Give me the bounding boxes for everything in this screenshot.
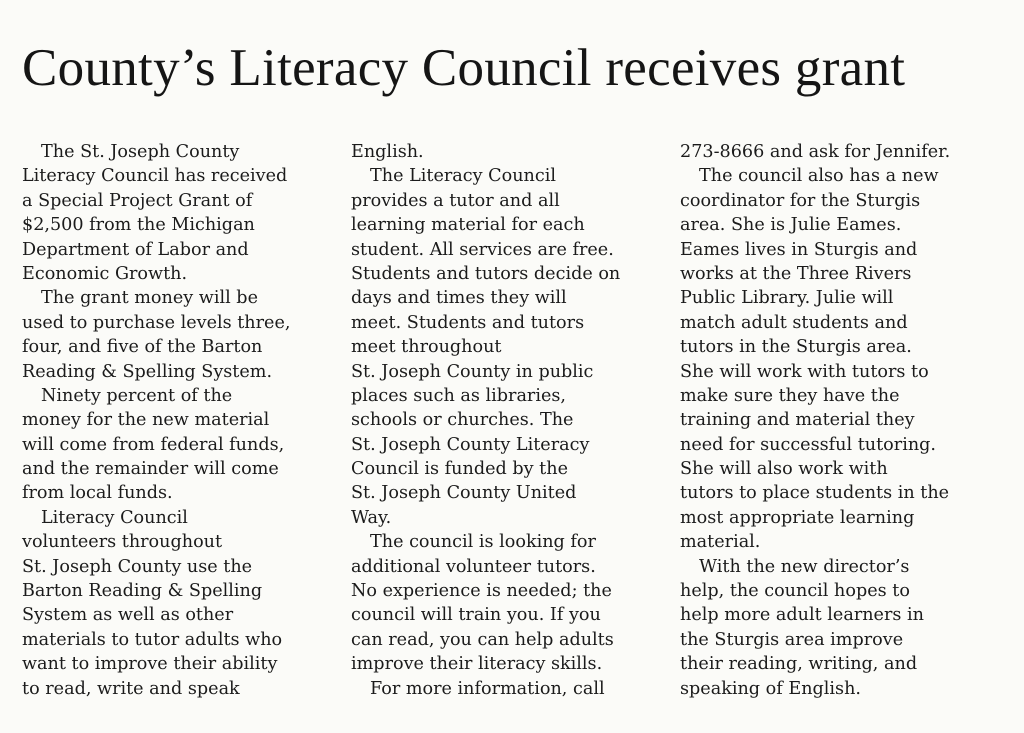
article-column-3 [680,140,1002,701]
article-line: want to improve their ability [22,654,278,675]
article-line: materials to tutor adults who [22,629,283,650]
article-line: meet throughout [351,337,502,358]
article-line: Department of Labor and [22,239,249,260]
article-line: The St. Joseph County [41,142,240,162]
article-line: coordinator for the Sturgis [680,190,921,211]
article-line: a Special Project Grant of [22,190,253,211]
article-line: places such as libraries, [351,385,566,406]
article-line: match adult students and [680,312,908,333]
article-line: St. Joseph County in public [351,361,594,382]
article-line: tutors to place students in the [680,483,950,504]
article-line: English. [351,142,424,162]
article-line: The grant money will be [41,288,258,309]
article-line: used to purchase levels three, [22,312,291,333]
article-line: speaking of English. [680,678,862,699]
article-line: Public Library. Julie will [680,288,894,309]
article-line: schools or churches. The [351,410,574,431]
article-line: For more information, call [370,678,605,699]
article-line: works at the Three Rivers [680,263,912,284]
article-line: With the new director’s [699,556,910,577]
article-line: Reading & Spelling System. [22,361,273,382]
article-line: make sure they have the [680,385,900,406]
article-line: Literacy Council [41,507,188,528]
article-line: volunteers throughout [22,532,223,553]
article-line: provides a tutor and all [351,190,560,211]
article-line: four, and five of the Barton [22,337,263,358]
article-line: meet. Students and tutors [351,312,585,333]
article-line: No experience is needed; the [351,581,612,602]
article-line: She will also work with [680,459,888,480]
article-line: Students and tutors decide on [351,263,621,284]
article-line: area. She is Julie Eames. [680,215,902,236]
article-line: Ninety percent of the [41,385,233,406]
article-line: Way. [351,507,392,528]
article-line: help, the council hopes to [680,581,910,602]
article-line: $2,500 from the Michigan [22,215,255,236]
article-line: The council also has a new [699,166,939,187]
article-line: Economic Growth. [22,263,188,284]
article-line: Barton Reading & Spelling [22,581,263,602]
article-line: training and material they [680,410,915,431]
article-line: The Literacy Council [370,166,556,187]
article-line: She will work with tutors to [680,361,929,382]
article-line: student. All services are free. [351,239,614,260]
article-line: St. Joseph County use the [22,556,253,577]
article-line: additional volunteer tutors. [351,556,596,577]
article-line: will come from federal funds, [22,434,285,455]
article-line: Council is funded by the [351,459,568,480]
article-line: learning material for each [351,215,585,236]
article-line: tutors in the Sturgis area. [680,337,912,358]
article-line: their reading, writing, and [680,654,918,675]
article-line: to read, write and speak [22,678,240,699]
article-line: and the remainder will come [22,459,279,480]
article-line: System as well as other [22,605,234,626]
article-line: can read, you can help adults [351,629,614,650]
article-line: money for the new material [22,410,270,431]
headline: County’s Literacy Council receives grant [22,39,906,97]
article-line: The council is looking for [370,532,596,553]
article-column-1 [22,140,344,701]
article-line: need for successful tutoring. [680,434,937,455]
article-line: from local funds. [22,483,173,504]
article-line: improve their literacy skills. [351,654,603,675]
article-line: most appropriate learning [680,507,915,528]
article-line: St. Joseph County United [351,483,577,504]
article-line: the Sturgis area improve [680,629,904,650]
article-line: Literacy Council has received [22,166,288,187]
article-line: material. [680,532,761,553]
article-line: council will train you. If you [351,605,601,626]
article-line: help more adult learners in [680,605,924,626]
article-line: 273-8666 and ask for Jennifer. [680,142,951,162]
article-line: Eames lives in Sturgis and [680,239,918,260]
article-column-2 [351,140,673,701]
article-line: St. Joseph County Literacy [351,434,590,455]
article-line: days and times they will [351,288,567,309]
